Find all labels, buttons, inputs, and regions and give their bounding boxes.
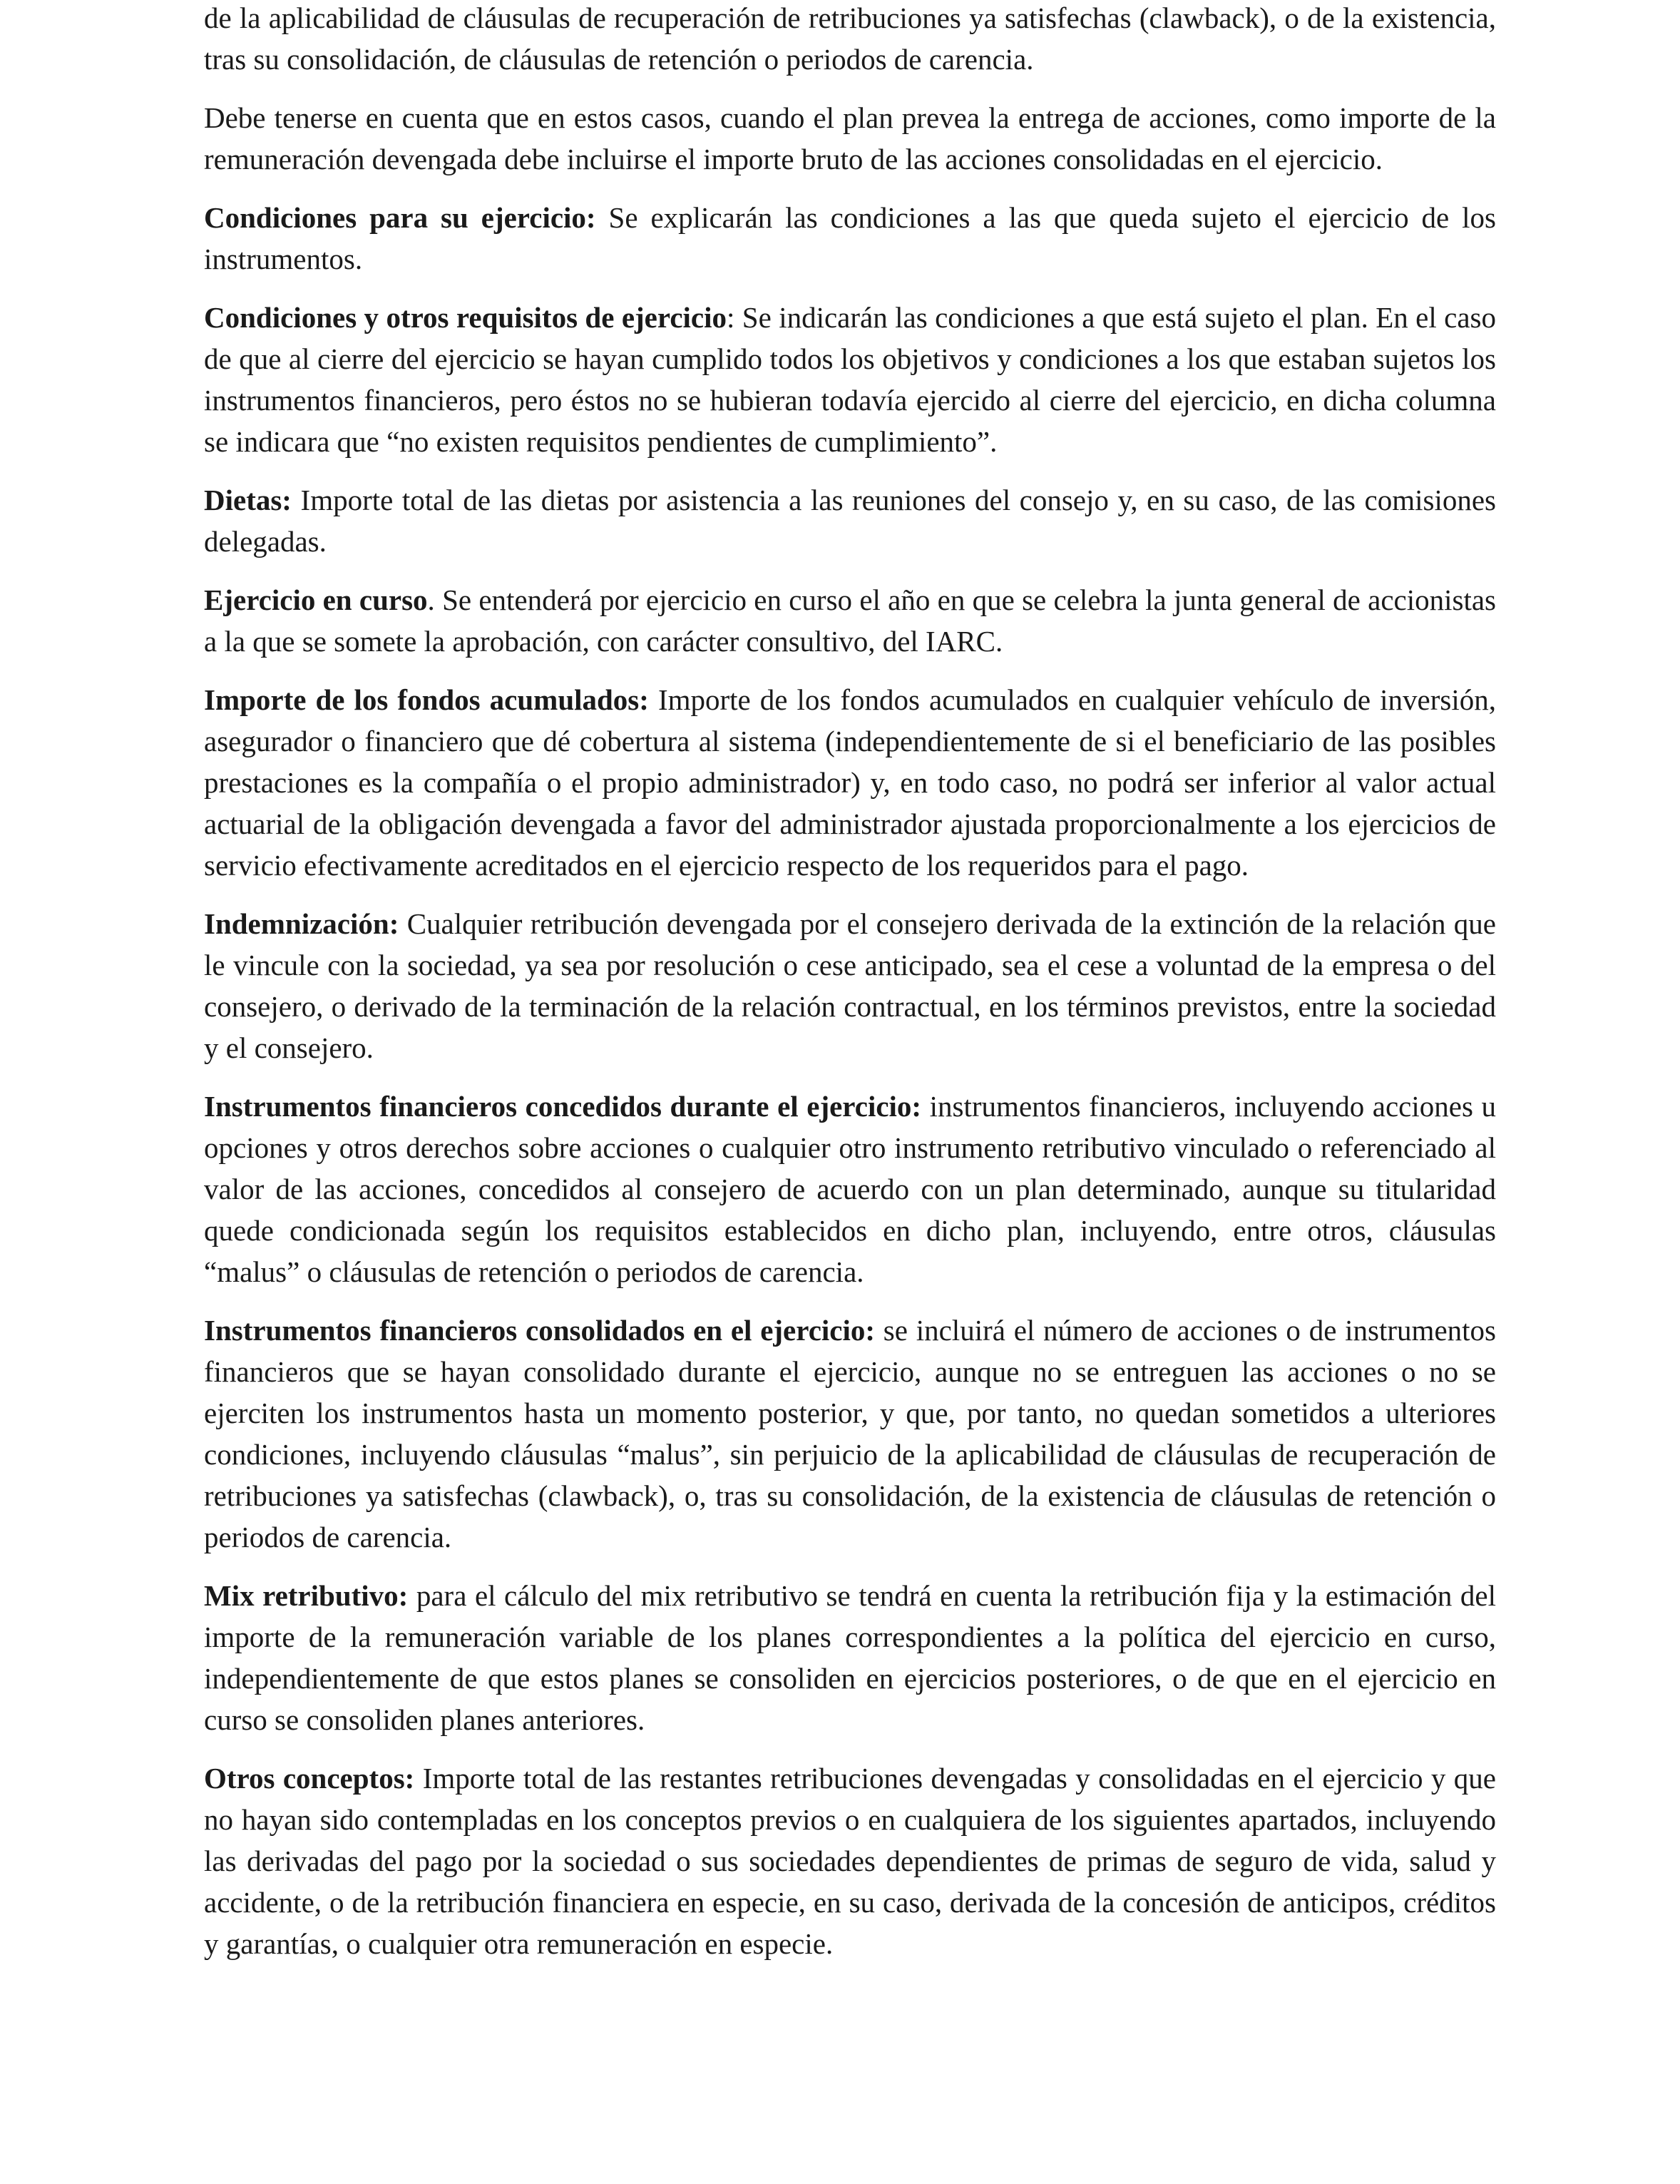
definition-text: para el cálculo del mix retributivo se tendrá en cuenta la retribución fija y la estimación del importe de la remuneración variable de los planes correspondientes a la política del ejercicio en curso, independientemente de que estos planes se consoliden en ejercicios posteriores, o de que en el ejercicio en curso se consoliden planes anteriores. — [204, 1579, 1496, 1736]
paragraph-text: de la aplicabilidad de cláusulas de recuperación de retribuciones ya satisfechas (clawback), o de la existencia, tras su consolidación, de cláusulas de retención o periodos de carencia. — [204, 1, 1496, 76]
definition-fondos-acumulados — [204, 679, 1496, 886]
definition-term: Dietas: — [204, 484, 292, 516]
definition-instrumentos-concedidos — [204, 1086, 1496, 1292]
definition-term: Instrumentos financieros concedidos durante el ejercicio: — [204, 1090, 922, 1123]
definition-term: Importe de los fondos acumulados: — [204, 683, 649, 716]
definition-text: Importe de los fondos acumulados en cualquier vehículo de inversión, asegurador o financiero que dé cobertura al sistema (independientemente de si el beneficiario de las posibles prestaciones es la compañía o el propio administrador) y, en todo caso, no podrá ser inferior al valor actual actuarial de la obligación devengada a favor del administrador ajustada proporcionalmente a los ejercicios de servicio efectivamente acreditados en el ejercicio respecto de los requeridos para el pago. — [204, 683, 1496, 882]
definition-text: . Se entenderá por ejercicio en curso el año en que se celebra la junta general de accionistas a la que se somete la aprobación, con carácter consultivo, del IARC. — [204, 583, 1496, 658]
definition-condiciones-ejercicio — [204, 197, 1496, 280]
definition-mix-retributivo — [204, 1575, 1496, 1740]
definition-text: se incluirá el número de acciones o de instrumentos financieros que se hayan consolidado durante el ejercicio, aunque no se entreguen las acciones o no se ejerciten los instrumentos hasta un momento posterior, y que, por tanto, no quedan sometidos a ulteriores condiciones, incluyendo cláusulas “malus”, sin perjuicio de la aplicabilidad de cláusulas de recuperación de retribuciones ya satisfechas (clawback), o, tras su consolidación, de la existencia de cláusulas de retención o periodos de carencia. — [204, 1314, 1496, 1553]
paragraph-clawback-continuation — [204, 0, 1496, 80]
definition-condiciones-requisitos — [204, 297, 1496, 462]
definition-text: Se explicarán las condiciones a las que queda sujeto el ejercicio de los instrumentos. — [204, 201, 1497, 275]
definition-term: Condiciones y otros requisitos de ejercicio — [204, 301, 727, 334]
definition-text: Importe total de las restantes retribuciones devengadas y consolidadas en el ejercicio y que no hayan sido contempladas en los conceptos previos o en cualquiera de los siguientes apartados, incluyendo las derivadas del pago por la sociedad o sus sociedades dependientes de primas de seguro de vida, salud y accidente, o de la retribución financiera en especie, en su caso, derivada de la concesión de anticipos, créditos y garantías, o cualquier otra remuneración en especie. — [204, 1762, 1496, 1960]
definition-instrumentos-consolidados — [204, 1310, 1496, 1558]
definition-term: Indemnización: — [204, 907, 399, 940]
definition-dietas — [204, 479, 1496, 562]
paragraph-text: Debe tenerse en cuenta que en estos casos, cuando el plan prevea la entrega de acciones, como importe de la remuneración devengada debe incluirse el importe bruto de las acciones consolidadas en el ejercicio. — [204, 101, 1496, 175]
paragraph-shares-note — [204, 97, 1496, 180]
definition-term: Otros conceptos: — [204, 1762, 415, 1795]
definition-text: Importe total de las dietas por asistencia a las reuniones del consejo y, en su caso, de las comisiones delegadas. — [204, 484, 1496, 558]
definition-text: Cualquier retribución devengada por el consejero derivada de la extinción de la relación que le vincule con la sociedad, ya sea por resolución o cese anticipado, sea el cese a voluntad de la empresa o del consejero, o derivado de la terminación de la relación contractual, en los términos previstos, entre la sociedad y el consejero. — [204, 907, 1496, 1064]
definition-indemnizacion — [204, 903, 1496, 1068]
definition-text: instrumentos financieros, incluyendo acciones u opciones y otros derechos sobre acciones o cualquier otro instrumento retributivo vinculado o referenciado al valor de las acciones, concedidos al consejero de acuerdo con un plan determinado, aunque su titularidad quede condicionada según los requisitos establecidos en dicho plan, incluyendo, entre otros, cláusulas “malus” o cláusulas de retención o periodos de carencia. — [204, 1090, 1496, 1288]
definition-term: Instrumentos financieros consolidados en el ejercicio: — [204, 1314, 876, 1347]
definition-otros-conceptos — [204, 1757, 1496, 1964]
definition-term: Mix retributivo: — [204, 1579, 409, 1612]
definition-term: Ejercicio en curso — [204, 583, 428, 616]
definition-text: : Se indicarán las condiciones a que está sujeto el plan. En el caso de que al cierre del ejercicio se hayan cumplido todos los objetivos y condiciones a los que estaban sujetos los instrumentos financieros, pero éstos no se hubieran todavía ejercido al cierre del ejercicio, en dicha columna se indicara que “no existen requisitos pendientes de cumplimiento”. — [204, 301, 1496, 458]
document-page — [204, 0, 1496, 1981]
definition-term: Condiciones para su ejercicio: — [204, 201, 596, 234]
definition-ejercicio-en-curso — [204, 579, 1496, 662]
